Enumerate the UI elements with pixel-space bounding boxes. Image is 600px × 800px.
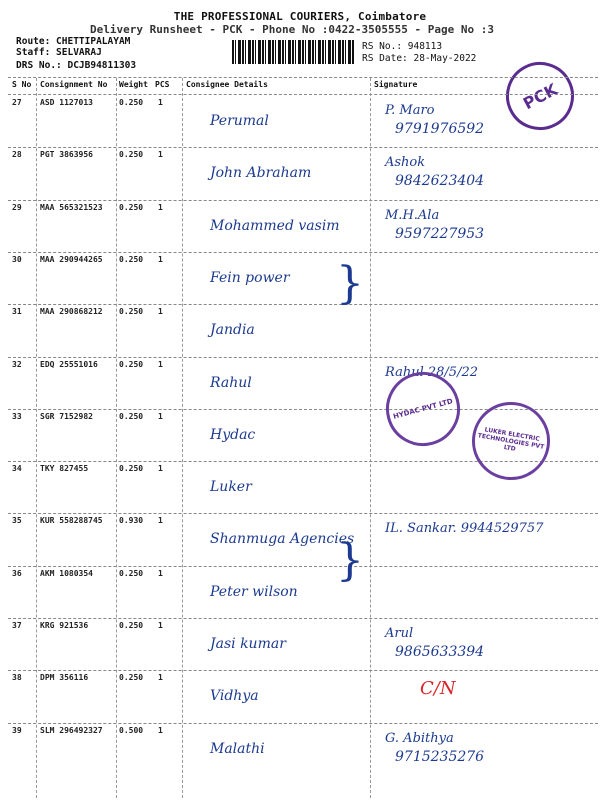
- row-divider: [8, 304, 598, 305]
- row-divider: [8, 200, 598, 201]
- col-divider: [370, 78, 371, 798]
- runsheet-title: THE PROFESSIONAL COURIERS, Coimbatore: [173, 10, 427, 23]
- hydac-stamp-text: HYDAC PVT LTD: [392, 397, 454, 421]
- row-consignee-name: Rahul: [210, 374, 252, 391]
- row-divider: [8, 252, 598, 253]
- col-header-pcs: PCS: [155, 80, 170, 89]
- row-divider: [8, 566, 598, 567]
- row-weight: 0.930: [119, 516, 144, 526]
- row-pcs: 1: [158, 307, 163, 317]
- row-consignment-no: KRG 921536: [40, 621, 89, 630]
- col-header-consignment: Consignment No: [40, 80, 108, 89]
- row-consignee-name: Jasi kumar: [210, 636, 286, 652]
- row-consignee-name: Mohammed vasim: [210, 217, 340, 234]
- brace-mark: }: [336, 535, 364, 586]
- row-weight: 0.250: [119, 621, 144, 630]
- row-signature-phone: 9842623404: [395, 173, 485, 190]
- row-weight: 0.250: [119, 568, 144, 578]
- row-pcs: 1: [158, 411, 163, 421]
- row-consignment-no: TKY 827455: [40, 464, 89, 474]
- row-sno: 27: [12, 98, 22, 107]
- row-signature: G. Abithya: [385, 730, 454, 746]
- row-sno: 30: [12, 254, 22, 264]
- row-consignee-name: Fein power: [210, 269, 290, 286]
- row-signature-phone: 9865633394: [395, 644, 485, 660]
- row-consignment-no: PGT 3863956: [40, 150, 93, 160]
- row-pcs: 1: [158, 150, 163, 160]
- col-header-consignee: Consignee Details: [186, 80, 268, 89]
- row-divider: [8, 723, 598, 724]
- row-consignee-name: Malathi: [210, 740, 265, 757]
- row-weight: 0.250: [119, 411, 144, 421]
- row-signature-phone: 9597227953: [395, 225, 485, 242]
- runsheet-subtitle: Delivery Runsheet - PCK - Phone No :0422-3505555 - Page No :3: [90, 23, 494, 36]
- staff-label: Staff: SELVARAJ: [16, 47, 102, 58]
- col-divider: [116, 78, 117, 798]
- barcode: [232, 40, 354, 64]
- row-pcs: 1: [158, 98, 163, 107]
- row-weight: 0.500: [119, 725, 144, 735]
- row-sno: 32: [12, 359, 22, 369]
- row-signature: Arul: [385, 626, 414, 641]
- row-consignee-name: John Abraham: [210, 165, 312, 182]
- row-sno: 39: [12, 725, 22, 735]
- row-sno: 28: [12, 150, 22, 160]
- luker-stamp-text: LUKER ELECTRIC TECHNOLOGIES PVT LTD: [477, 425, 545, 453]
- row-signature: IL. Sankar. 9944529757: [385, 521, 544, 537]
- row-divider: [8, 147, 598, 148]
- col-header-weight: Weight: [119, 80, 148, 89]
- row-consignment-no: ASD 1127013: [40, 98, 93, 107]
- row-weight: 0.250: [119, 254, 144, 264]
- row-weight: 0.250: [119, 202, 144, 212]
- row-signature: P. Maro: [385, 103, 435, 118]
- pck-stamp: [494, 50, 586, 142]
- row-weight: 0.250: [119, 359, 144, 369]
- brace-mark: }: [336, 258, 364, 309]
- drs-number: DRS No.: DCJB94811303: [16, 60, 137, 71]
- pck-stamp-text: PCK: [519, 79, 561, 113]
- row-sno: 33: [12, 411, 22, 421]
- row-consignment-no: AKM 1080354: [40, 568, 93, 578]
- header-divider: [8, 94, 598, 95]
- row-weight: 0.250: [119, 150, 144, 160]
- row-sno: 36: [12, 568, 22, 578]
- row-consignee-name: Luker: [210, 479, 252, 496]
- row-consignee-name: Shanmuga Agencies: [210, 531, 355, 548]
- row-consignee-name: Vidhya: [210, 688, 259, 705]
- row-pcs: 1: [158, 725, 163, 735]
- row-pcs: 1: [158, 254, 163, 264]
- row-pcs: 1: [158, 621, 163, 630]
- col-header-signature: Signature: [374, 80, 418, 89]
- row-divider: [8, 513, 598, 514]
- row-sno: 37: [12, 621, 22, 630]
- rs-number: RS No.: 948113: [362, 41, 443, 52]
- row-weight: 0.250: [119, 307, 144, 317]
- col-divider: [182, 78, 183, 798]
- row-consignee-name: Perumal: [210, 113, 269, 129]
- col-header-sno: S No: [12, 80, 32, 89]
- route-label: Route: CHETTIPALAYAM: [16, 36, 131, 47]
- row-signature: C/N: [420, 678, 456, 700]
- row-consignment-no: EDQ 25551016: [40, 359, 98, 369]
- row-signature: Rahul 28/5/22: [385, 364, 478, 380]
- row-signature: Ashok: [385, 155, 426, 171]
- row-consignee-name: Peter wilson: [210, 583, 298, 600]
- row-signature: M.H.Ala: [385, 207, 440, 223]
- row-pcs: 1: [158, 464, 163, 474]
- row-signature-phone: 9791976592: [395, 121, 485, 137]
- row-consignment-no: KUR 558288745: [40, 516, 103, 526]
- row-pcs: 1: [158, 516, 163, 526]
- row-sno: 34: [12, 464, 22, 474]
- row-weight: 0.250: [119, 98, 144, 107]
- row-pcs: 1: [158, 202, 163, 212]
- row-consignee-name: Jandia: [210, 322, 255, 339]
- row-sno: 31: [12, 307, 22, 317]
- col-divider: [36, 78, 37, 798]
- row-pcs: 1: [158, 673, 163, 683]
- row-consignment-no: MAA 565321523: [40, 202, 103, 212]
- row-consignment-no: MAA 290944265: [40, 254, 103, 264]
- row-weight: 0.250: [119, 464, 144, 474]
- rs-date: RS Date: 28-May-2022: [362, 53, 477, 64]
- row-consignment-no: MAA 290868212: [40, 307, 103, 317]
- row-pcs: 1: [158, 568, 163, 578]
- row-divider: [8, 618, 598, 619]
- row-consignment-no: SGR 7152982: [40, 411, 93, 421]
- row-consignment-no: DPM 356116: [40, 673, 89, 683]
- row-sno: 38: [12, 673, 22, 683]
- row-consignee-name: Hydac: [210, 426, 256, 443]
- row-sno: 35: [12, 516, 22, 526]
- row-divider: [8, 670, 598, 671]
- row-consignment-no: SLM 296492327: [40, 725, 103, 735]
- row-sno: 29: [12, 202, 22, 212]
- row-weight: 0.250: [119, 673, 144, 683]
- row-pcs: 1: [158, 359, 163, 369]
- row-divider: [8, 357, 598, 358]
- row-signature-phone: 9715235276: [395, 748, 485, 765]
- table-top-border: [8, 77, 598, 78]
